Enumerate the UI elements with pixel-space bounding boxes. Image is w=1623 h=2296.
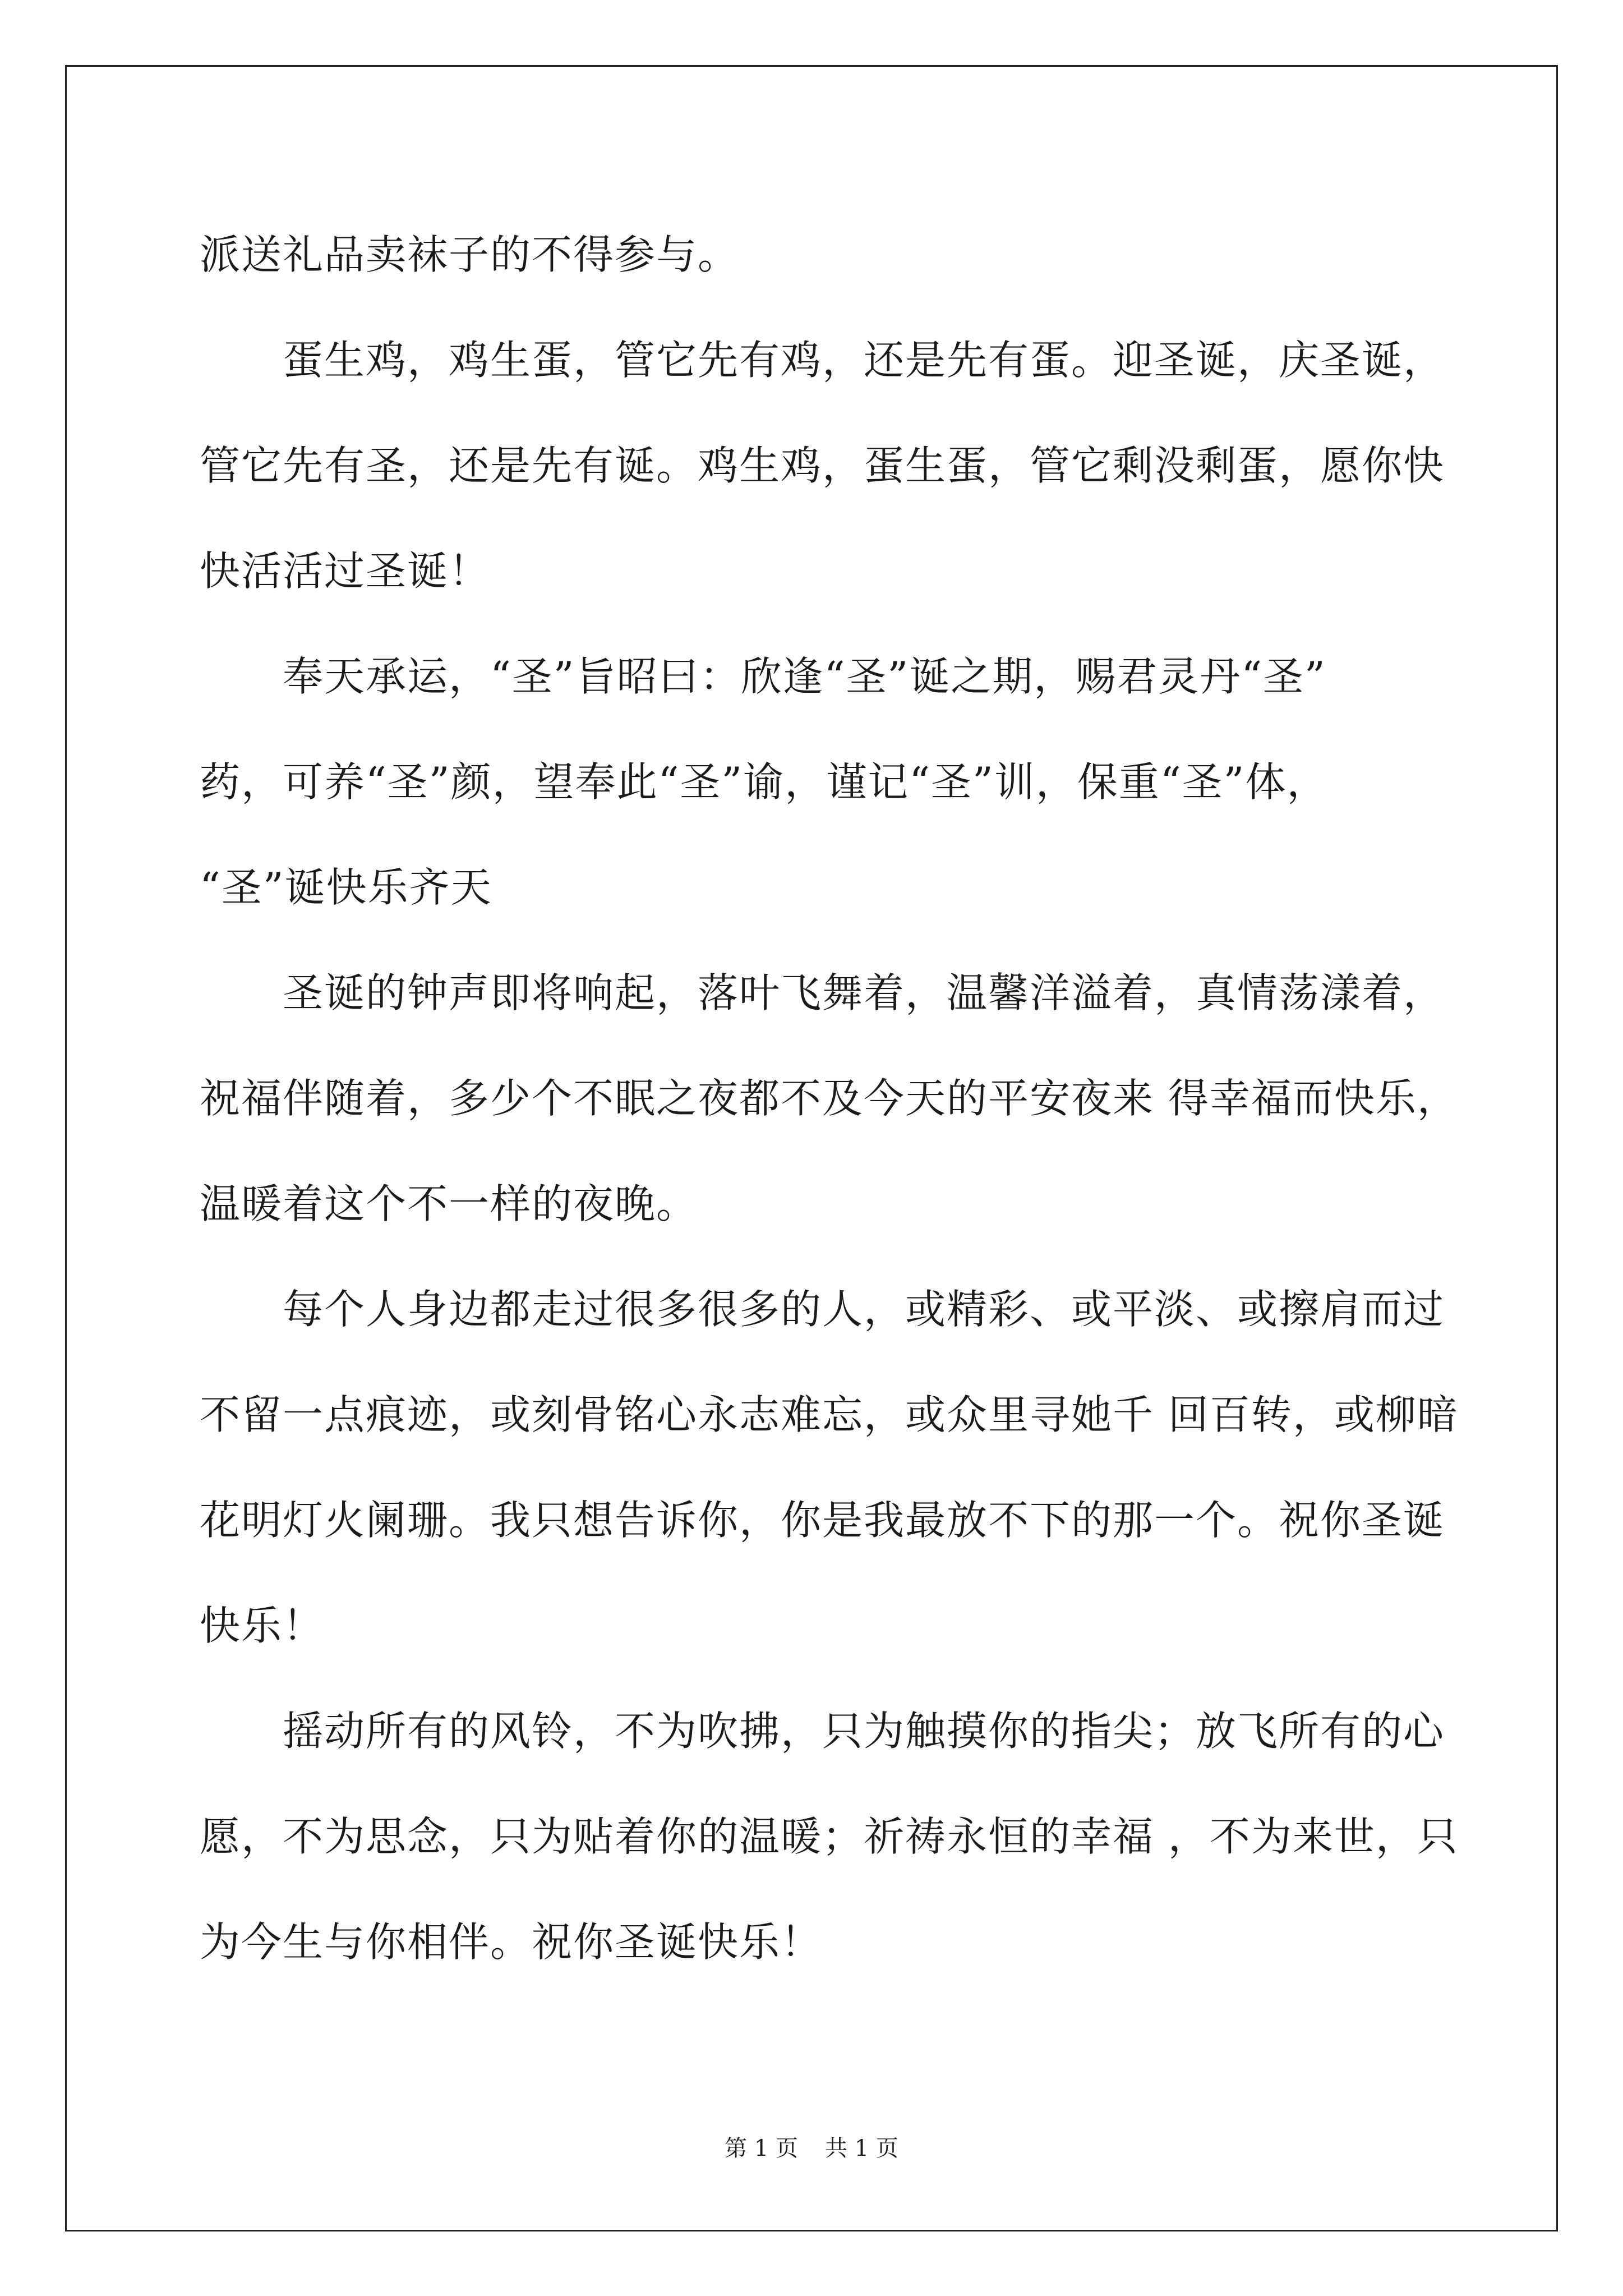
text-line: 为今生与你相伴。祝你圣诞快乐！ [200,1918,823,1966]
text-line: 管它先有圣，还是先有诞。鸡生鸡，蛋生蛋，管它剩没剩蛋，愿你快 [200,442,1445,489]
text-line: 快活活过圣诞！ [200,547,491,595]
text-line: 不留一点痕迹，或刻骨铭心永志难忘，或众里寻她千 回百转，或柳暗 [200,1391,1459,1438]
text-line: 花明灯火阑珊。我只想告诉你，你是我最放不下的那一个。祝你圣诞 [200,1497,1445,1544]
text-line: 蛋生鸡，鸡生蛋，管它先有鸡，还是先有蛋。迎圣诞，庆圣诞， [200,337,1445,384]
text-line: 圣诞的钟声即将响起，落叶飞舞着，温馨洋溢着，真情荡漾着， [200,969,1445,1016]
text-line: 每个人身边都走过很多很多的人，或精彩、或平淡、或擦肩而过 [200,1286,1445,1333]
document-body [200,202,1459,1995]
text-line: “圣”诞快乐齐天 [200,864,492,911]
page-number: 第 1 页 [725,2136,798,2161]
text-line: 快乐！ [200,1602,325,1649]
page-footer [0,2131,1623,2162]
total-pages: 共 1 页 [825,2136,898,2161]
text-line: 派送礼品卖袜子的不得参与。 [200,231,740,278]
text-line: 温暖着这个不一样的夜晚。 [200,1180,698,1227]
text-line: 摇动所有的风铃，不为吹拂，只为触摸你的指尖；放飞所有的心 [200,1708,1445,1755]
text-line: 祝福伴随着，多少个不眠之夜都不及今天的平安夜来 得幸福而快乐， [200,1075,1459,1122]
text-line: 奉天承运，“圣”旨昭曰：欣逢“圣”诞之期，赐君灵丹“圣” [200,653,1326,700]
text-line: 药，可养“圣”颜，望奉此“圣”谕，谨记“圣”训，保重“圣”体， [200,758,1329,806]
text-line: 愿，不为思念，只为贴着你的温暖；祈祷永恒的幸福 ，不为来世，只 [200,1813,1459,1860]
